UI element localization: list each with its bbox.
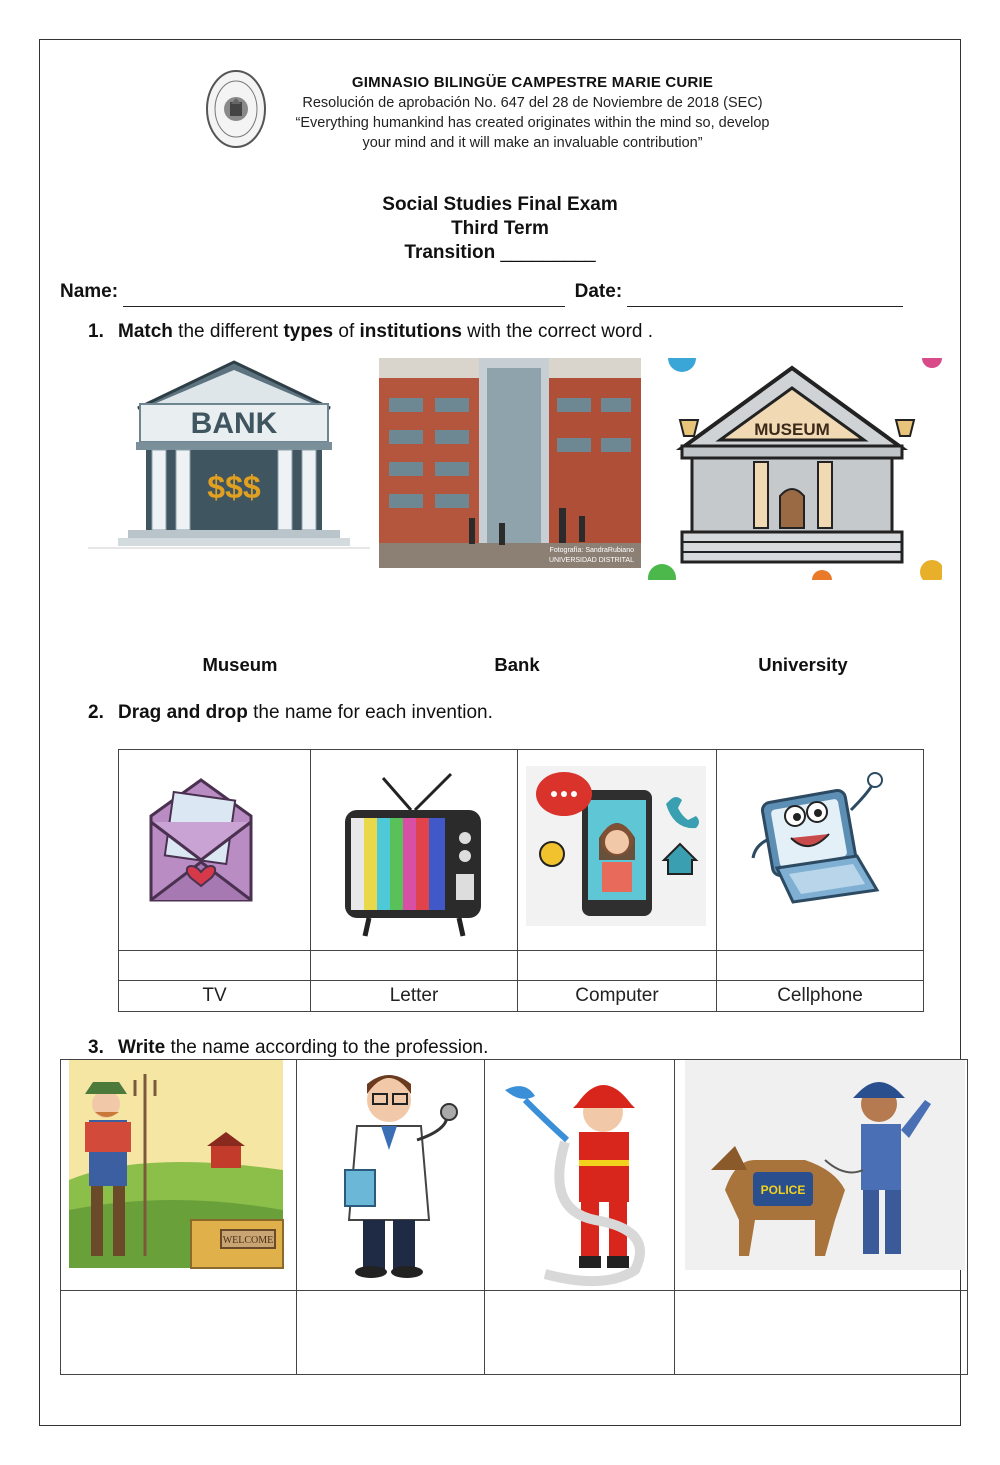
invention-cell-letter (119, 750, 311, 951)
professions-table (60, 1059, 968, 1375)
profession-cell-farmer (61, 1060, 297, 1291)
profession-cell-police (675, 1060, 968, 1291)
q1-text1: the different (172, 321, 284, 342)
q1-word-types: types (283, 321, 334, 342)
invention-cell-computer (717, 750, 924, 951)
date-field[interactable] (627, 284, 903, 307)
school-motto-line1: “Everything humankind has created originates within the mind so, develop (295, 115, 770, 131)
drag-label-cellphone[interactable]: Cellphone (717, 981, 924, 1012)
bank-image[interactable] (88, 358, 370, 553)
match-word-university[interactable]: University (758, 654, 848, 675)
farmer-image (61, 1060, 296, 1290)
match-word-museum[interactable]: Museum (202, 654, 278, 675)
question-1-number: 1. (88, 321, 104, 342)
photo-caption-1: Fotografía: SandraRubiano (549, 547, 634, 554)
grade-label: Transition (404, 242, 496, 263)
police-officer-image (675, 1060, 967, 1290)
question-1 (88, 321, 653, 343)
drag-label-letter[interactable]: Letter (311, 981, 518, 1012)
q1-word-match: Match (118, 321, 173, 342)
answer-box-4[interactable] (675, 1291, 968, 1375)
question-3-number: 3. (88, 1037, 104, 1058)
welcome-sign-text: WELCOME (222, 1235, 274, 1246)
inventions-table (118, 749, 924, 1012)
grade-blank: _________ (500, 242, 596, 263)
school-resolution: Resolución de aprobación No. 647 del 28 de Noviembre de 2018 (SEC) (302, 95, 763, 111)
answer-box-3[interactable] (485, 1291, 675, 1375)
name-label: Name: (60, 281, 119, 302)
profession-cell-doctor (297, 1060, 485, 1291)
exam-grade (300, 242, 700, 264)
museum-image[interactable] (642, 358, 942, 580)
university-photo[interactable] (379, 358, 641, 568)
tv-image (311, 750, 517, 950)
exam-term: Third Term (451, 218, 549, 239)
q2-bold: Drag and drop (118, 702, 248, 723)
drop-zone-2[interactable] (311, 951, 518, 981)
exam-title: Social Studies Final Exam (382, 194, 618, 215)
bank-money-text: $$$ (207, 469, 261, 505)
question-2 (88, 702, 493, 724)
photo-caption-2: UNIVERSIDAD DISTRITAL (548, 557, 634, 564)
q1-text3: with the correct word . (461, 321, 654, 342)
q1-text2: of (333, 321, 360, 342)
school-motto-line2: your mind and it will make an invaluable contribution” (362, 135, 703, 151)
question-2-number: 2. (88, 702, 104, 723)
school-seal-logo (205, 68, 267, 150)
answer-box-1[interactable] (61, 1291, 297, 1375)
invention-cell-tv (311, 750, 518, 951)
q1-word-institutions: institutions (359, 321, 462, 342)
q2-text: the name for each invention. (247, 702, 493, 723)
drag-label-computer[interactable]: Computer (518, 981, 717, 1012)
drop-zone-1[interactable] (119, 951, 311, 981)
q3-bold: Write (118, 1037, 166, 1058)
q3-text: the name according to the profession. (165, 1037, 489, 1058)
name-field[interactable] (123, 284, 565, 307)
answer-box-2[interactable] (297, 1291, 485, 1375)
doctor-image (297, 1060, 484, 1290)
drag-label-tv[interactable]: TV (119, 981, 311, 1012)
student-info-row (60, 281, 930, 307)
laptop-computer-image (717, 750, 923, 950)
cellphone-image (518, 750, 716, 950)
match-word-bank[interactable]: Bank (494, 654, 540, 675)
police-vest-text: POLICE (760, 1183, 806, 1197)
letter-envelope-image (119, 750, 310, 950)
museum-sign-text: MUSEUM (754, 420, 830, 439)
invention-cell-cellphone (518, 750, 717, 951)
date-label: Date: (574, 281, 623, 302)
firefighter-image (485, 1060, 674, 1290)
profession-cell-firefighter (485, 1060, 675, 1291)
school-name: GIMNASIO BILINGÜE CAMPESTRE MARIE CURIE (351, 74, 714, 91)
drop-zone-4[interactable] (717, 951, 924, 981)
bank-sign-text: BANK (190, 407, 278, 440)
drop-zone-3[interactable] (518, 951, 717, 981)
question-3 (88, 1037, 488, 1059)
